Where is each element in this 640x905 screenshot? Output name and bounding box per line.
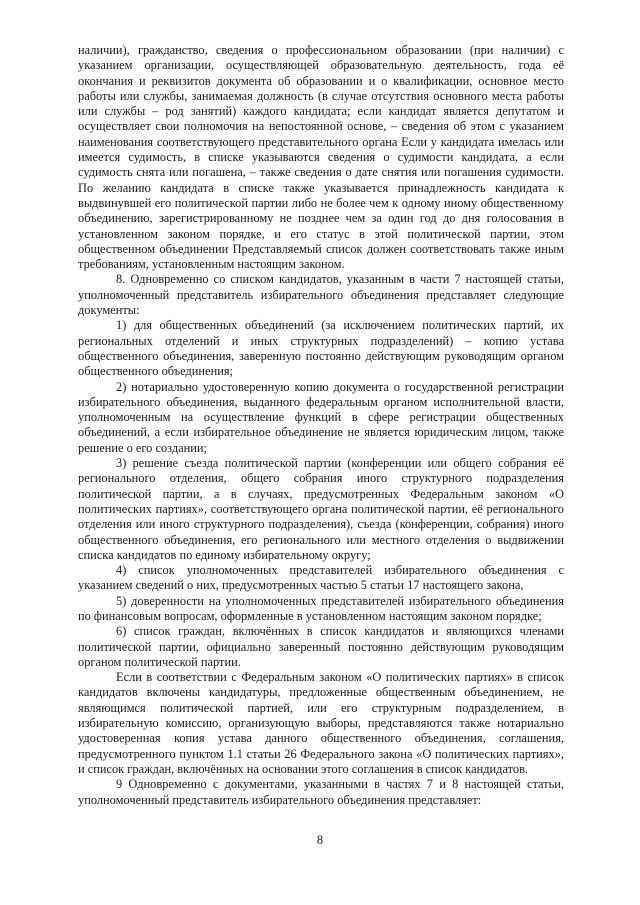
paragraph-item-6: 6) список граждан, включённых в список кандидатов и являющихся членами политической партии, официально заверенный постоянно действующим руководящим органом политической партии.: [78, 624, 564, 669]
paragraph-item-5: 5) доверенности на уполномоченных представителей избирательного объединения по финансовым вопросам, оформленные в установленном настоящим законом порядке;: [78, 593, 564, 623]
paragraph-section-8: 8. Одновременно со списком кандидатов, указанным в части 7 настоящей статьи, уполномоченный представитель избирательного объединения представляет следующие документы:: [78, 272, 564, 318]
paragraph-section-9: 9 Одновременно с документами, указанными в частях 7 и 8 настоящей статьи, уполномоченный представитель избирательного объединения представляет:: [78, 777, 564, 807]
page-number: 8: [316, 833, 324, 847]
document-body: [78, 43, 564, 808]
paragraph-item-2: 2) нотариально удостоверенную копию документа о государственной регистрации избирательного объединения, выданного федеральным органом исполнительной власти, уполномоченным на осуществление функций в сфере регистрации общественных объединений, а если избирательное объединение не является юридическим лицом, также решение о его создании;: [78, 379, 564, 455]
paragraph-continuation: наличии), гражданство, сведения о профессиональном образовании (при наличии) с указанием организации, осуществляющей образовательную деятельность, года её окончания и реквизитов документа об образовании и о квалификации, основное место работы или службы, занимаемая должность (в случае отсутствия основного места работы или службы – род занятий) каждого кандидата; если кандидат является депутатом и осуществляет свои полномочия на непостоянной основе, – сведения об этом с указанием наименования соответствующего представительного органа Если у кандидата имелась или имеется судимость, в списке указываются сведения о судимости кандидата, а если судимость снята или погашена, – также сведения о дате снятия или погашения судимости. По желанию кандидата в списке также указывается принадлежность кандидата к выдвинувшей его политической партии либо не более чем к одному иному общественному объединению, зарегистрированному не позднее чем за один год до дня голосования в установленном законом порядке, и его статус в этой политической партии, этом общественном объединении Представляемый список должен соответствовать также иным требованиям, установленным настоящим законом.: [78, 43, 564, 272]
paragraph-federal-law-note: Если в соответствии с Федеральным законом «О политических партиях» в список кандидатов включены кандидатуры, предложенные общественным объединением, не являющимся политической партией, или его структурным подразделением, в избирательную комиссию, организующую выборы, представляются также нотариально удостоверенная копия устава данного общественного объединения, соглашения, предусмотренного пунктом 1.1 статьи 26 Федерального закона «О политических партиях», и список граждан, включённых на основании этого соглашения в список кандидатов.: [78, 670, 564, 776]
paragraph-item-4: 4) список уполномоченных представителей избирательного объединения с указанием сведений о них, предусмотренных частью 5 статьи 17 настоящего закона,: [78, 563, 564, 593]
paragraph-item-1: 1) для общественных объединений (за исключением политических партий, их региональных отделений и иных структурных подразделений) – копию устава общественного объединения, заверенную постоянно действующим руководящим органом общественного объединения;: [78, 318, 564, 379]
paragraph-item-3: 3) решение съезда политической партии (конференции или общего собрания её регионального отделения, общего собрания иного структурного подразделения политической партии, а в случаях, предусмотренных Федеральным законом «О политических партиях», соответствующего органа политической партии, её регионального отделения или иного структурного подразделения), съезда (конференции, собрания) иного общественного объединения, его регионального или местного отделения о выдвижении списка кандидатов по единому избирательному округу;: [78, 456, 564, 562]
